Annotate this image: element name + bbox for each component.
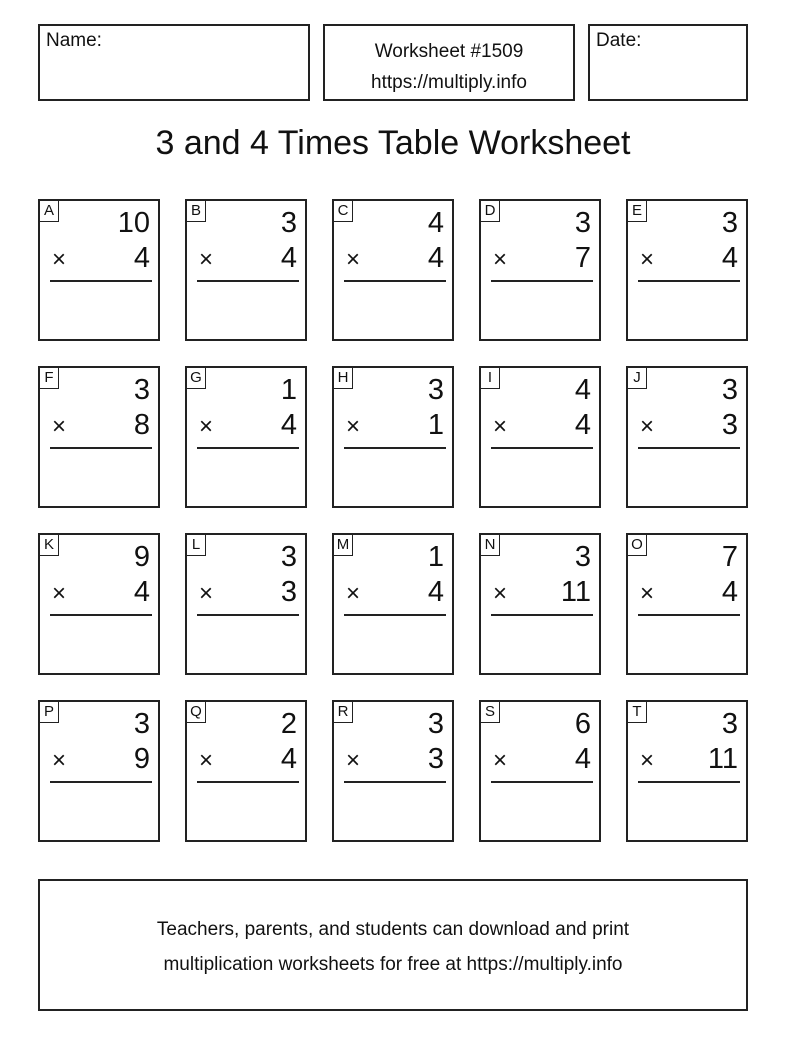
problem-letter: C [333, 200, 353, 222]
problem-multiplicand: 9 [133, 541, 150, 573]
problem-multiplicand: 3 [427, 374, 444, 406]
times-symbol: × [346, 413, 361, 440]
problem-multiplier: 4 [280, 743, 297, 775]
problem-multiplicand: 3 [721, 374, 738, 406]
problem-letter: P [39, 701, 59, 723]
problem-multiplier: 4 [427, 576, 444, 608]
problem-letter: S [480, 701, 500, 723]
problem-multiplicand: 3 [133, 708, 150, 740]
problem-card [479, 700, 601, 842]
times-symbol: × [346, 580, 361, 607]
times-symbol: × [640, 413, 655, 440]
problem-multiplicand: 4 [427, 207, 444, 239]
answer-line [197, 614, 299, 616]
problem-card [38, 533, 160, 675]
problem-multiplicand: 6 [574, 708, 591, 740]
answer-line [197, 781, 299, 783]
answer-line [491, 280, 593, 282]
problem-letter: T [627, 701, 647, 723]
problem-multiplicand: 3 [574, 541, 591, 573]
problem-multiplier: 3 [721, 409, 738, 441]
problem-card [626, 700, 748, 842]
problem-multiplier: 8 [133, 409, 150, 441]
problem-multiplicand: 3 [133, 374, 150, 406]
times-symbol: × [346, 747, 361, 774]
problem-card [38, 366, 160, 508]
answer-line [344, 447, 446, 449]
answer-line [491, 614, 593, 616]
problem-card [332, 366, 454, 508]
problem-card [332, 700, 454, 842]
problem-multiplier: 4 [721, 242, 738, 274]
answer-line [638, 447, 740, 449]
problem-multiplier: 9 [133, 743, 150, 775]
worksheet-info-box [323, 24, 575, 101]
times-symbol: × [640, 246, 655, 273]
problem-multiplier: 11 [560, 576, 591, 608]
problem-multiplier: 4 [133, 242, 150, 274]
answer-line [50, 614, 152, 616]
times-symbol: × [52, 246, 67, 273]
times-symbol: × [52, 747, 67, 774]
answer-line [344, 781, 446, 783]
times-symbol: × [52, 413, 67, 440]
problem-multiplicand: 4 [574, 374, 591, 406]
problem-multiplicand: 1 [427, 541, 444, 573]
problem-letter: J [627, 367, 647, 389]
problem-multiplier: 3 [280, 576, 297, 608]
worksheet-number: Worksheet #1509 [374, 41, 524, 62]
problem-letter: Q [186, 701, 206, 723]
problem-multiplicand: 3 [280, 207, 297, 239]
problem-card [38, 700, 160, 842]
times-symbol: × [199, 413, 214, 440]
answer-line [638, 280, 740, 282]
answer-line [638, 614, 740, 616]
problem-card [185, 199, 307, 341]
times-symbol: × [493, 413, 508, 440]
date-field-box [588, 24, 748, 101]
problem-letter: B [186, 200, 206, 222]
problem-letter: A [39, 200, 59, 222]
problem-multiplicand: 3 [427, 708, 444, 740]
problem-card [479, 199, 601, 341]
name-field-box [38, 24, 310, 101]
page-title: 3 and 4 Times Table Worksheet [155, 124, 631, 162]
problem-card [626, 199, 748, 341]
answer-line [638, 781, 740, 783]
problem-card [626, 366, 748, 508]
problem-card [185, 533, 307, 675]
times-symbol: × [199, 747, 214, 774]
problem-card [626, 533, 748, 675]
problem-letter: I [480, 367, 500, 389]
problem-card [332, 199, 454, 341]
problem-multiplier: 4 [721, 576, 738, 608]
footer-box [38, 879, 748, 1011]
footer-line-2: multiplication worksheets for free at https://multiply.info [163, 954, 623, 975]
problem-multiplicand: 3 [280, 541, 297, 573]
problem-letter: K [39, 534, 59, 556]
problem-card [185, 366, 307, 508]
answer-line [197, 280, 299, 282]
problem-letter: E [627, 200, 647, 222]
times-symbol: × [493, 747, 508, 774]
problem-multiplicand: 3 [574, 207, 591, 239]
problem-multiplier: 4 [427, 242, 444, 274]
problem-card [185, 700, 307, 842]
problem-multiplier: 11 [707, 743, 738, 775]
times-symbol: × [640, 580, 655, 607]
worksheet-url: https://multiply.info [371, 72, 527, 93]
problem-multiplier: 1 [427, 409, 444, 441]
problem-multiplicand: 2 [280, 708, 297, 740]
answer-line [50, 447, 152, 449]
problem-multiplicand: 3 [721, 708, 738, 740]
name-label: Name: [46, 30, 102, 51]
times-symbol: × [493, 246, 508, 273]
problem-multiplier: 4 [574, 743, 591, 775]
problem-letter: D [480, 200, 500, 222]
problem-multiplier: 3 [427, 743, 444, 775]
problem-card [332, 533, 454, 675]
problem-letter: R [333, 701, 353, 723]
problem-multiplier: 4 [133, 576, 150, 608]
problem-card [38, 199, 160, 341]
answer-line [50, 280, 152, 282]
problem-card [479, 366, 601, 508]
problem-letter: L [186, 534, 206, 556]
times-symbol: × [640, 747, 655, 774]
footer-line-1: Teachers, parents, and students can download and print [156, 919, 630, 940]
answer-line [50, 781, 152, 783]
problem-multiplier: 4 [574, 409, 591, 441]
date-label: Date: [596, 30, 642, 51]
problem-letter: F [39, 367, 59, 389]
times-symbol: × [493, 580, 508, 607]
answer-line [491, 447, 593, 449]
problem-multiplicand: 3 [721, 207, 738, 239]
answer-line [197, 447, 299, 449]
times-symbol: × [52, 580, 67, 607]
times-symbol: × [346, 246, 361, 273]
problem-multiplicand: 10 [117, 207, 150, 239]
problem-letter: M [333, 534, 353, 556]
problem-letter: O [627, 534, 647, 556]
problem-letter: H [333, 367, 353, 389]
answer-line [344, 280, 446, 282]
problem-letter: G [186, 367, 206, 389]
problem-multiplier: 4 [280, 409, 297, 441]
problem-multiplier: 7 [574, 242, 591, 274]
times-symbol: × [199, 580, 214, 607]
problem-letter: N [480, 534, 500, 556]
problem-card [479, 533, 601, 675]
answer-line [491, 781, 593, 783]
answer-line [344, 614, 446, 616]
times-symbol: × [199, 246, 214, 273]
problem-multiplicand: 1 [280, 374, 297, 406]
problem-multiplier: 4 [280, 242, 297, 274]
problem-multiplicand: 7 [721, 541, 738, 573]
